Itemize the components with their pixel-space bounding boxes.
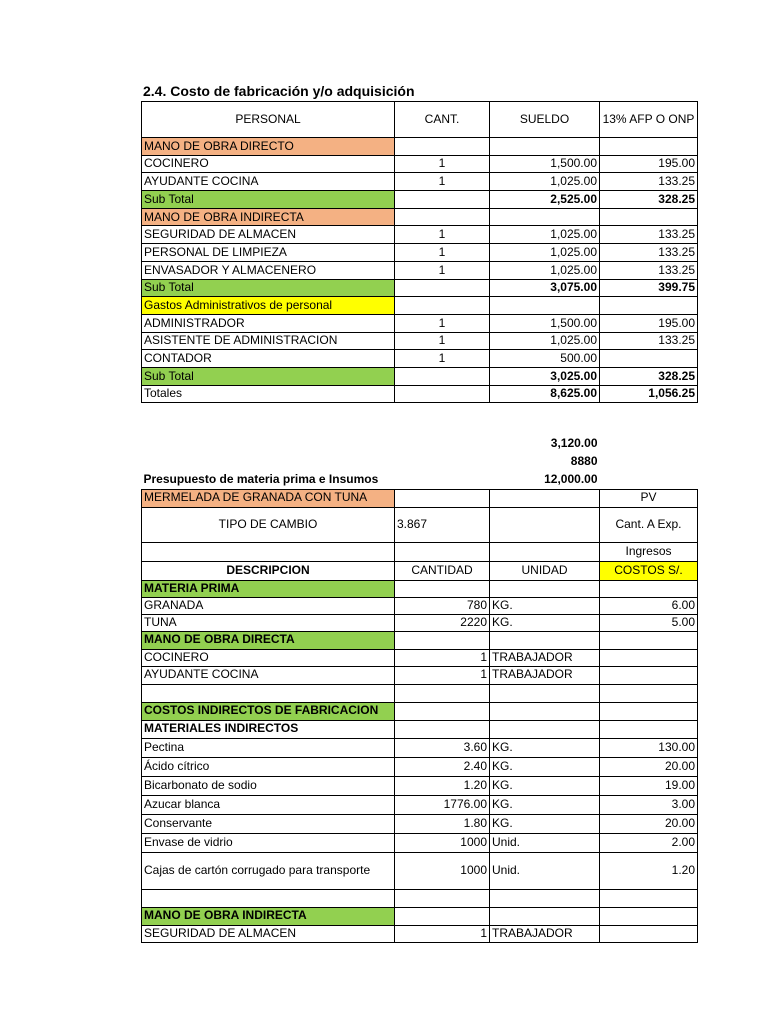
costo-cell: 6.00 xyxy=(600,597,698,614)
descripcion-cell: Bicarbonato de sodio xyxy=(142,776,395,795)
sueldo-cell: 500.00 xyxy=(490,350,600,368)
sueldo-cell: 1,025.00 xyxy=(490,332,600,350)
cantidad-cell xyxy=(395,580,490,597)
descripcion-cell: MERMELADA DE GRANADA CON TUNA xyxy=(142,489,395,507)
presupuesto-table xyxy=(141,435,698,943)
descripcion-cell: Ácido cítrico xyxy=(142,757,395,776)
descripcion-cell: TUNA xyxy=(142,614,395,631)
afp-onp-cell: 399.75 xyxy=(600,279,698,297)
concepto-cell: PERSONAL DE LIMPIEZA xyxy=(142,244,395,262)
descripcion-cell: MANO DE OBRA INDIRECTA xyxy=(142,907,395,925)
afp-onp-cell: 328.25 xyxy=(600,367,698,385)
cantidad-cell: 2220 xyxy=(395,614,490,631)
personal-row-seguridad-de-almacen xyxy=(142,226,698,244)
presupuesto-value-2: 8880 xyxy=(570,454,598,469)
cantidad-cell xyxy=(395,631,490,649)
concepto-cell: Gastos Administrativos de personal xyxy=(142,297,395,315)
presupuesto-row-pectina xyxy=(142,738,698,757)
cantidad-cell xyxy=(395,297,490,315)
sueldo-cell: 1,025.00 xyxy=(490,173,600,191)
afp-onp-cell: 195.00 xyxy=(600,314,698,332)
descripcion-cell: MATERIA PRIMA xyxy=(142,580,395,597)
descripcion-cell: AYUDANTE COCINA xyxy=(142,666,395,684)
descripcion-cell: MANO DE OBRA DIRECTA xyxy=(142,631,395,649)
presupuesto-row-materia-prima xyxy=(142,580,698,597)
descripcion-cell: Cajas de cartón corrugado para transporte xyxy=(142,852,395,889)
personal-row-sub-total xyxy=(142,367,698,385)
unidad-cell: KG. xyxy=(490,795,600,814)
cantidad-cell: 1 xyxy=(395,173,490,191)
sueldo-cell: 8,625.00 xyxy=(490,385,600,403)
costo-cell: COSTOS S/. xyxy=(600,561,698,580)
sueldo-cell xyxy=(490,297,600,315)
presupuesto-value-1: 3,120.00 xyxy=(550,436,598,451)
afp-onp-cell xyxy=(600,350,698,368)
personal-row-asistente-de-administracion xyxy=(142,332,698,350)
cantidad-cell: 1 xyxy=(395,261,490,279)
personal-row-mano-de-obra-directo xyxy=(142,138,698,156)
costo-cell xyxy=(600,889,698,907)
descripcion-cell: COCINERO xyxy=(142,649,395,666)
afp-onp-cell: 133.25 xyxy=(600,332,698,350)
unidad-cell xyxy=(490,542,600,561)
personal-row-envasador-y-almacenero xyxy=(142,261,698,279)
presupuesto-row-empty xyxy=(142,542,698,561)
unidad-cell: KG. xyxy=(490,738,600,757)
unidad-cell: UNIDAD xyxy=(490,561,600,580)
unidad-cell xyxy=(490,889,600,907)
descripcion-cell: Pectina xyxy=(142,738,395,757)
presupuesto-label: Presupuesto de materia prima e Insumos xyxy=(143,472,379,487)
presupuesto-row-cajas-de-carton-corrugado-para-transporte xyxy=(142,852,698,889)
cantidad-cell: 1000 xyxy=(395,833,490,852)
sueldo-cell: 3,075.00 xyxy=(490,279,600,297)
afp-onp-cell: 195.00 xyxy=(600,155,698,173)
personal-row-cocinero xyxy=(142,155,698,173)
cantidad-cell: 1.20 xyxy=(395,776,490,795)
cantidad-cell: 1 xyxy=(395,649,490,666)
cantidad-cell: 3.867 xyxy=(395,507,490,542)
costo-cell xyxy=(600,580,698,597)
presupuesto-row-seguridad-de-almacen xyxy=(142,925,698,942)
unidad-cell: TRABAJADOR xyxy=(490,666,600,684)
unidad-cell: KG. xyxy=(490,757,600,776)
costo-cell: 1.20 xyxy=(600,852,698,889)
presupuesto-row-descripcion xyxy=(142,561,698,580)
descripcion-cell: Envase de vidrio xyxy=(142,833,395,852)
descripcion-cell: TIPO DE CAMBIO xyxy=(142,507,395,542)
presupuesto-row-bicarbonato-de-sodio xyxy=(142,776,698,795)
concepto-cell: COCINERO xyxy=(142,155,395,173)
cantidad-cell xyxy=(395,367,490,385)
sueldo-cell: 1,500.00 xyxy=(490,155,600,173)
presupuesto-row-mano-de-obra-directa xyxy=(142,631,698,649)
cantidad-cell: 1 xyxy=(395,314,490,332)
unidad-cell: Unid. xyxy=(490,852,600,889)
concepto-cell: CONTADOR xyxy=(142,350,395,368)
unidad-cell: TRABAJADOR xyxy=(490,649,600,666)
unidad-cell xyxy=(490,684,600,702)
cantidad-cell xyxy=(395,889,490,907)
concepto-cell: Totales xyxy=(142,385,395,403)
costo-cell xyxy=(600,702,698,720)
costo-cell xyxy=(600,925,698,942)
costo-cell: PV xyxy=(600,489,698,507)
cantidad-cell xyxy=(395,684,490,702)
descripcion-cell: Conservante xyxy=(142,814,395,833)
unidad-cell xyxy=(490,507,600,542)
cantidad-cell xyxy=(395,489,490,507)
sueldo-cell: 1,025.00 xyxy=(490,244,600,262)
cantidad-cell xyxy=(395,702,490,720)
unidad-cell xyxy=(490,702,600,720)
descripcion-cell: GRANADA xyxy=(142,597,395,614)
concepto-cell: Sub Total xyxy=(142,279,395,297)
unidad-cell xyxy=(490,631,600,649)
descripcion-cell: Azucar blanca xyxy=(142,795,395,814)
costo-cell: 2.00 xyxy=(600,833,698,852)
cantidad-cell xyxy=(395,542,490,561)
cantidad-cell xyxy=(395,191,490,209)
unidad-cell: KG. xyxy=(490,597,600,614)
costo-cell: 130.00 xyxy=(600,738,698,757)
cantidad-cell: 1 xyxy=(395,155,490,173)
cantidad-cell: 1 xyxy=(395,244,490,262)
afp-onp-cell: 133.25 xyxy=(600,261,698,279)
cantidad-cell: 1 xyxy=(395,666,490,684)
cantidad-cell: CANTIDAD xyxy=(395,561,490,580)
sueldo-cell: 2,525.00 xyxy=(490,191,600,209)
personal-row-administrador xyxy=(142,314,698,332)
concepto-cell: SEGURIDAD DE ALMACEN xyxy=(142,226,395,244)
descripcion-cell: COSTOS INDIRECTOS DE FABRICACION xyxy=(142,702,395,720)
presupuesto-row-empty xyxy=(142,889,698,907)
personal-row-totales xyxy=(142,385,698,403)
presupuesto-row-cocinero xyxy=(142,649,698,666)
costo-cell xyxy=(600,631,698,649)
personal-table xyxy=(141,101,698,403)
unidad-cell: KG. xyxy=(490,776,600,795)
section-title: 2.4. Costo de fabricación y/o adquisición xyxy=(143,83,415,99)
presupuesto-row-tuna xyxy=(142,614,698,631)
presupuesto-row-conservante xyxy=(142,814,698,833)
afp-onp-cell: 328.25 xyxy=(600,191,698,209)
unidad-cell: KG. xyxy=(490,814,600,833)
header-cant: CANT. xyxy=(395,102,490,138)
costo-cell: 20.00 xyxy=(600,814,698,833)
costo-cell xyxy=(600,720,698,738)
descripcion-cell xyxy=(142,684,395,702)
cantidad-cell: 780 xyxy=(395,597,490,614)
presupuesto-value-row xyxy=(142,435,698,453)
costo-cell: 19.00 xyxy=(600,776,698,795)
concepto-cell: AYUDANTE COCINA xyxy=(142,173,395,191)
descripcion-cell: SEGURIDAD DE ALMACEN xyxy=(142,925,395,942)
costo-cell: Cant. A Exp. xyxy=(600,507,698,542)
descripcion-cell xyxy=(142,889,395,907)
unidad-cell xyxy=(490,720,600,738)
cantidad-cell: 1 xyxy=(395,925,490,942)
afp-onp-cell xyxy=(600,297,698,315)
descripcion-cell: DESCRIPCION xyxy=(142,561,395,580)
cantidad-cell: 1776.00 xyxy=(395,795,490,814)
sueldo-cell xyxy=(490,208,600,226)
cantidad-cell xyxy=(395,385,490,403)
sueldo-cell xyxy=(490,138,600,156)
cantidad-cell xyxy=(395,279,490,297)
cantidad-cell: 1.80 xyxy=(395,814,490,833)
presupuesto-row-mano-de-obra-indirecta xyxy=(142,907,698,925)
afp-onp-cell xyxy=(600,138,698,156)
presupuesto-row-mermelada-de-granada-con-tuna xyxy=(142,489,698,507)
cantidad-cell: 2.40 xyxy=(395,757,490,776)
presupuesto-row-granada xyxy=(142,597,698,614)
costo-cell xyxy=(600,649,698,666)
unidad-cell xyxy=(490,580,600,597)
costo-cell: 20.00 xyxy=(600,757,698,776)
sueldo-cell: 1,025.00 xyxy=(490,226,600,244)
concepto-cell: Sub Total xyxy=(142,367,395,385)
descripcion-cell: MATERIALES INDIRECTOS xyxy=(142,720,395,738)
personal-header-row xyxy=(142,102,698,138)
afp-onp-cell xyxy=(600,208,698,226)
personal-row-ayudante-cocina xyxy=(142,173,698,191)
unidad-cell xyxy=(490,489,600,507)
afp-onp-cell: 133.25 xyxy=(600,244,698,262)
presupuesto-value-3: 12,000.00 xyxy=(544,472,598,487)
cantidad-cell xyxy=(395,720,490,738)
header-personal: PERSONAL xyxy=(142,102,395,138)
concepto-cell: MANO DE OBRA INDIRECTA xyxy=(142,208,395,226)
unidad-cell: TRABAJADOR xyxy=(490,925,600,942)
cantidad-cell xyxy=(395,208,490,226)
sueldo-cell: 1,025.00 xyxy=(490,261,600,279)
presupuesto-row-costos-indirectos-de-fabricacion xyxy=(142,702,698,720)
personal-row-sub-total xyxy=(142,191,698,209)
costo-cell xyxy=(600,907,698,925)
unidad-cell xyxy=(490,907,600,925)
header-sueldo: SUELDO xyxy=(490,102,600,138)
cantidad-cell: 1 xyxy=(395,332,490,350)
concepto-cell: ADMINISTRADOR xyxy=(142,314,395,332)
presupuesto-row-azucar-blanca xyxy=(142,795,698,814)
personal-row-contador xyxy=(142,350,698,368)
concepto-cell: ENVASADOR Y ALMACENERO xyxy=(142,261,395,279)
afp-onp-cell: 133.25 xyxy=(600,173,698,191)
cantidad-cell: 1000 xyxy=(395,852,490,889)
costo-cell xyxy=(600,684,698,702)
unidad-cell: Unid. xyxy=(490,833,600,852)
personal-row-mano-de-obra-indirecta xyxy=(142,208,698,226)
presupuesto-label-row xyxy=(142,471,698,489)
costo-cell: 5.00 xyxy=(600,614,698,631)
costo-cell: Ingresos xyxy=(600,542,698,561)
presupuesto-row-acido-citrico xyxy=(142,757,698,776)
cantidad-cell: 1 xyxy=(395,350,490,368)
presupuesto-row-materiales-indirectos xyxy=(142,720,698,738)
personal-row-sub-total xyxy=(142,279,698,297)
costo-cell xyxy=(600,666,698,684)
costo-cell: 3.00 xyxy=(600,795,698,814)
concepto-cell: MANO DE OBRA DIRECTO xyxy=(142,138,395,156)
sueldo-cell: 3,025.00 xyxy=(490,367,600,385)
concepto-cell: ASISTENTE DE ADMINISTRACION xyxy=(142,332,395,350)
cantidad-cell xyxy=(395,138,490,156)
personal-row-gastos-administrativos-de-personal xyxy=(142,297,698,315)
sueldo-cell: 1,500.00 xyxy=(490,314,600,332)
concepto-cell: Sub Total xyxy=(142,191,395,209)
presupuesto-row-tipo-de-cambio xyxy=(142,507,698,542)
presupuesto-row-empty xyxy=(142,684,698,702)
presupuesto-row-envase-de-vidrio xyxy=(142,833,698,852)
afp-onp-cell: 1,056.25 xyxy=(600,385,698,403)
cantidad-cell xyxy=(395,907,490,925)
header-afp-onp: 13% AFP O ONP xyxy=(600,102,698,138)
unidad-cell: KG. xyxy=(490,614,600,631)
descripcion-cell xyxy=(142,542,395,561)
personal-row-personal-de-limpieza xyxy=(142,244,698,262)
cantidad-cell: 3.60 xyxy=(395,738,490,757)
presupuesto-value-row xyxy=(142,453,698,471)
afp-onp-cell: 133.25 xyxy=(600,226,698,244)
presupuesto-row-ayudante-cocina xyxy=(142,666,698,684)
cantidad-cell: 1 xyxy=(395,226,490,244)
